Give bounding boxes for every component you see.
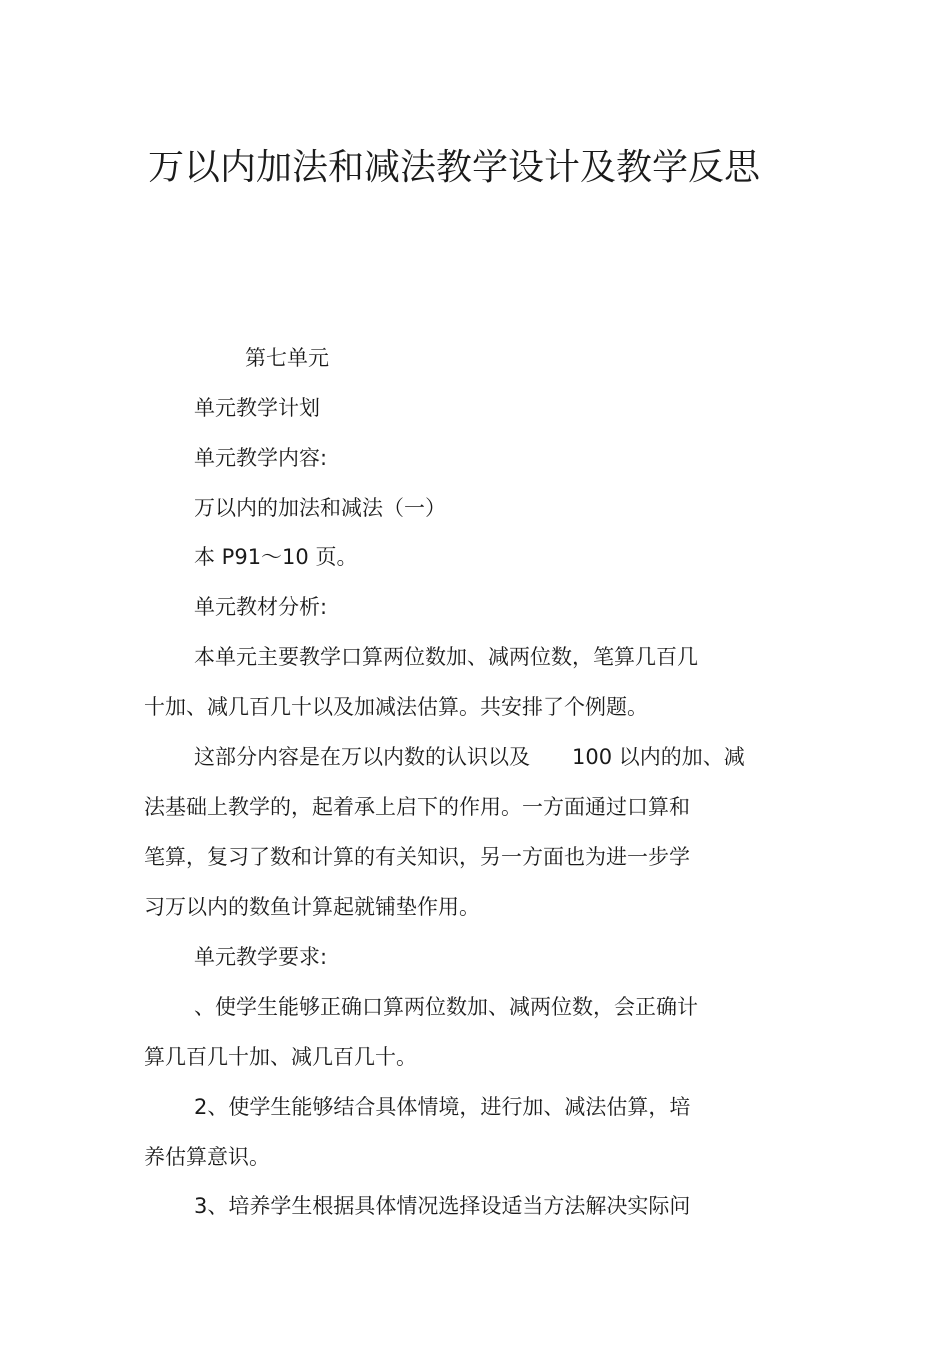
paragraph-line: 单元教材分析: bbox=[194, 595, 328, 619]
paragraph-line: 、使学生能够正确口算两位数加、减两位数，会正确计 bbox=[194, 995, 698, 1019]
paragraph-line: 习万以内的数鱼计算起就铺垫作用。 bbox=[144, 895, 480, 919]
paragraph-line: 3、培养学生根据具体情况选择设适当方法解决实际问 bbox=[194, 1194, 691, 1218]
paragraph-line: 2、使学生能够结合具体情境，进行加、减法估算，培 bbox=[194, 1095, 691, 1119]
paragraph-line: 养估算意识。 bbox=[144, 1145, 270, 1169]
document-title: 万以内加法和减法教学设计及教学反思 bbox=[148, 147, 761, 189]
paragraph-line: 算几百几十加、减几百几十。 bbox=[144, 1045, 417, 1069]
paragraph-line: 第七单元 bbox=[245, 346, 329, 370]
paragraph-line: 单元教学计划 bbox=[194, 396, 320, 420]
paragraph-line: 单元教学内容: bbox=[194, 446, 328, 470]
paragraph-line: 十加、减几百几十以及加减法估算。共安排了个例题。 bbox=[144, 695, 648, 719]
paragraph-line: 万以内的加法和减法（一） bbox=[194, 496, 446, 520]
paragraph-line: 单元教学要求: bbox=[194, 945, 328, 969]
paragraph-line: 本单元主要教学口算两位数加、减两位数，笔算几百几 bbox=[194, 645, 698, 669]
paragraph-line: 笔算，复习了数和计算的有关知识，另一方面也为进一步学 bbox=[144, 845, 690, 869]
paragraph-line: 法基础上教学的，起着承上启下的作用。一方面通过口算和 bbox=[144, 795, 690, 819]
paragraph-line: 本 P91～10 页。 bbox=[194, 545, 358, 569]
paragraph-line: 这部分内容是在万以内数的认识以及 100 以内的加、减 bbox=[194, 745, 745, 769]
